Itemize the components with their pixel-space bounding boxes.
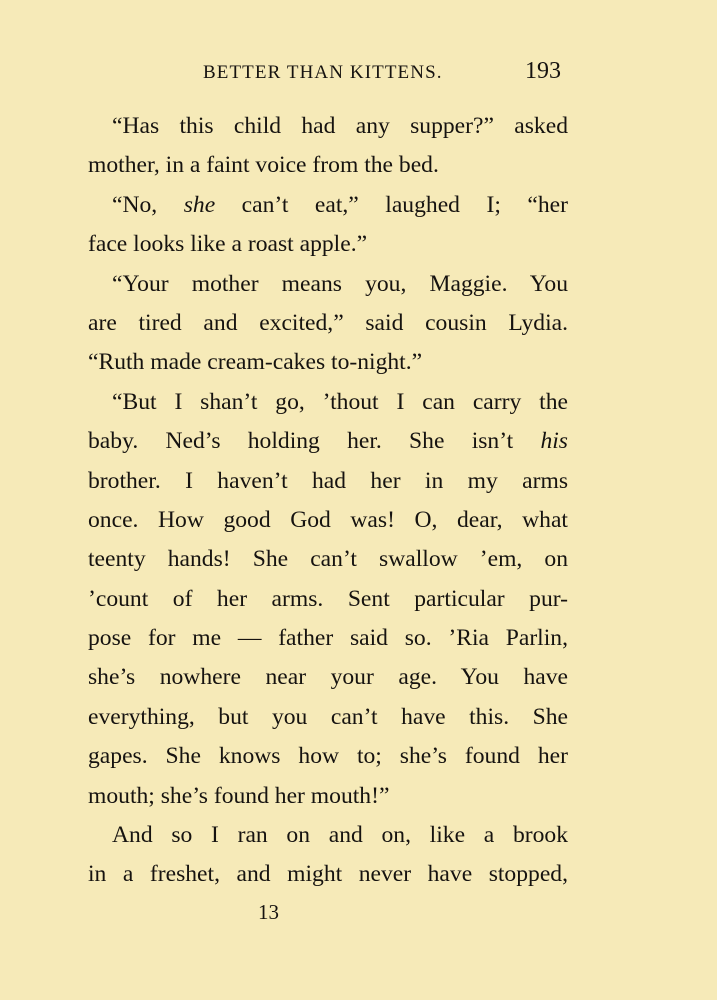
text-line: “No, she can’t eat,” laughed I; “her bbox=[112, 191, 568, 218]
text-line: everything, but you can’t have this. She bbox=[88, 703, 568, 730]
text-line: mouth; she’s found her mouth!” bbox=[88, 782, 390, 809]
text-line: ’count of her arms. Sent particular pur- bbox=[88, 585, 568, 612]
text-line: gapes. She knows how to; she’s found her bbox=[88, 743, 568, 770]
emphasis: his bbox=[540, 428, 568, 455]
text-line: baby. Ned’s holding her. She isn’t his bbox=[88, 428, 568, 455]
text-line: pose for me — father said so. ’Ria Parlin, bbox=[88, 625, 568, 652]
text-line: brother. I haven’t had her in my arms bbox=[88, 467, 568, 494]
text-line: face looks like a roast apple.” bbox=[88, 231, 368, 258]
text-line: are tired and excited,” said cousin Lydia. bbox=[88, 309, 568, 336]
text-line: “Your mother means you, Maggie. You bbox=[112, 270, 568, 297]
signature-mark: 13 bbox=[258, 900, 279, 924]
body-text bbox=[88, 107, 568, 895]
text-line: teenty hands! She can’t swallow ’em, on bbox=[88, 546, 568, 573]
text-line: mother, in a faint voice from the bed. bbox=[88, 152, 439, 179]
text-line: once. How good God was! O, dear, what bbox=[88, 506, 568, 533]
text-line: she’s nowhere near your age. You have bbox=[88, 664, 568, 691]
text-line: “Has this child had any supper?” asked bbox=[112, 113, 568, 139]
text-line: in a freshet, and might never have stopped, bbox=[88, 861, 568, 888]
text-line: “Ruth made cream-cakes to-night.” bbox=[88, 349, 423, 376]
page-number: 193 bbox=[525, 58, 561, 84]
running-head bbox=[0, 58, 717, 86]
running-title: BETTER THAN KITTENS. bbox=[203, 62, 443, 83]
emphasis: she bbox=[183, 191, 216, 218]
text-line: “But I shan’t go, ’thout I can carry the bbox=[112, 388, 568, 415]
text-line: And so I ran on and on, like a brook bbox=[112, 822, 568, 849]
